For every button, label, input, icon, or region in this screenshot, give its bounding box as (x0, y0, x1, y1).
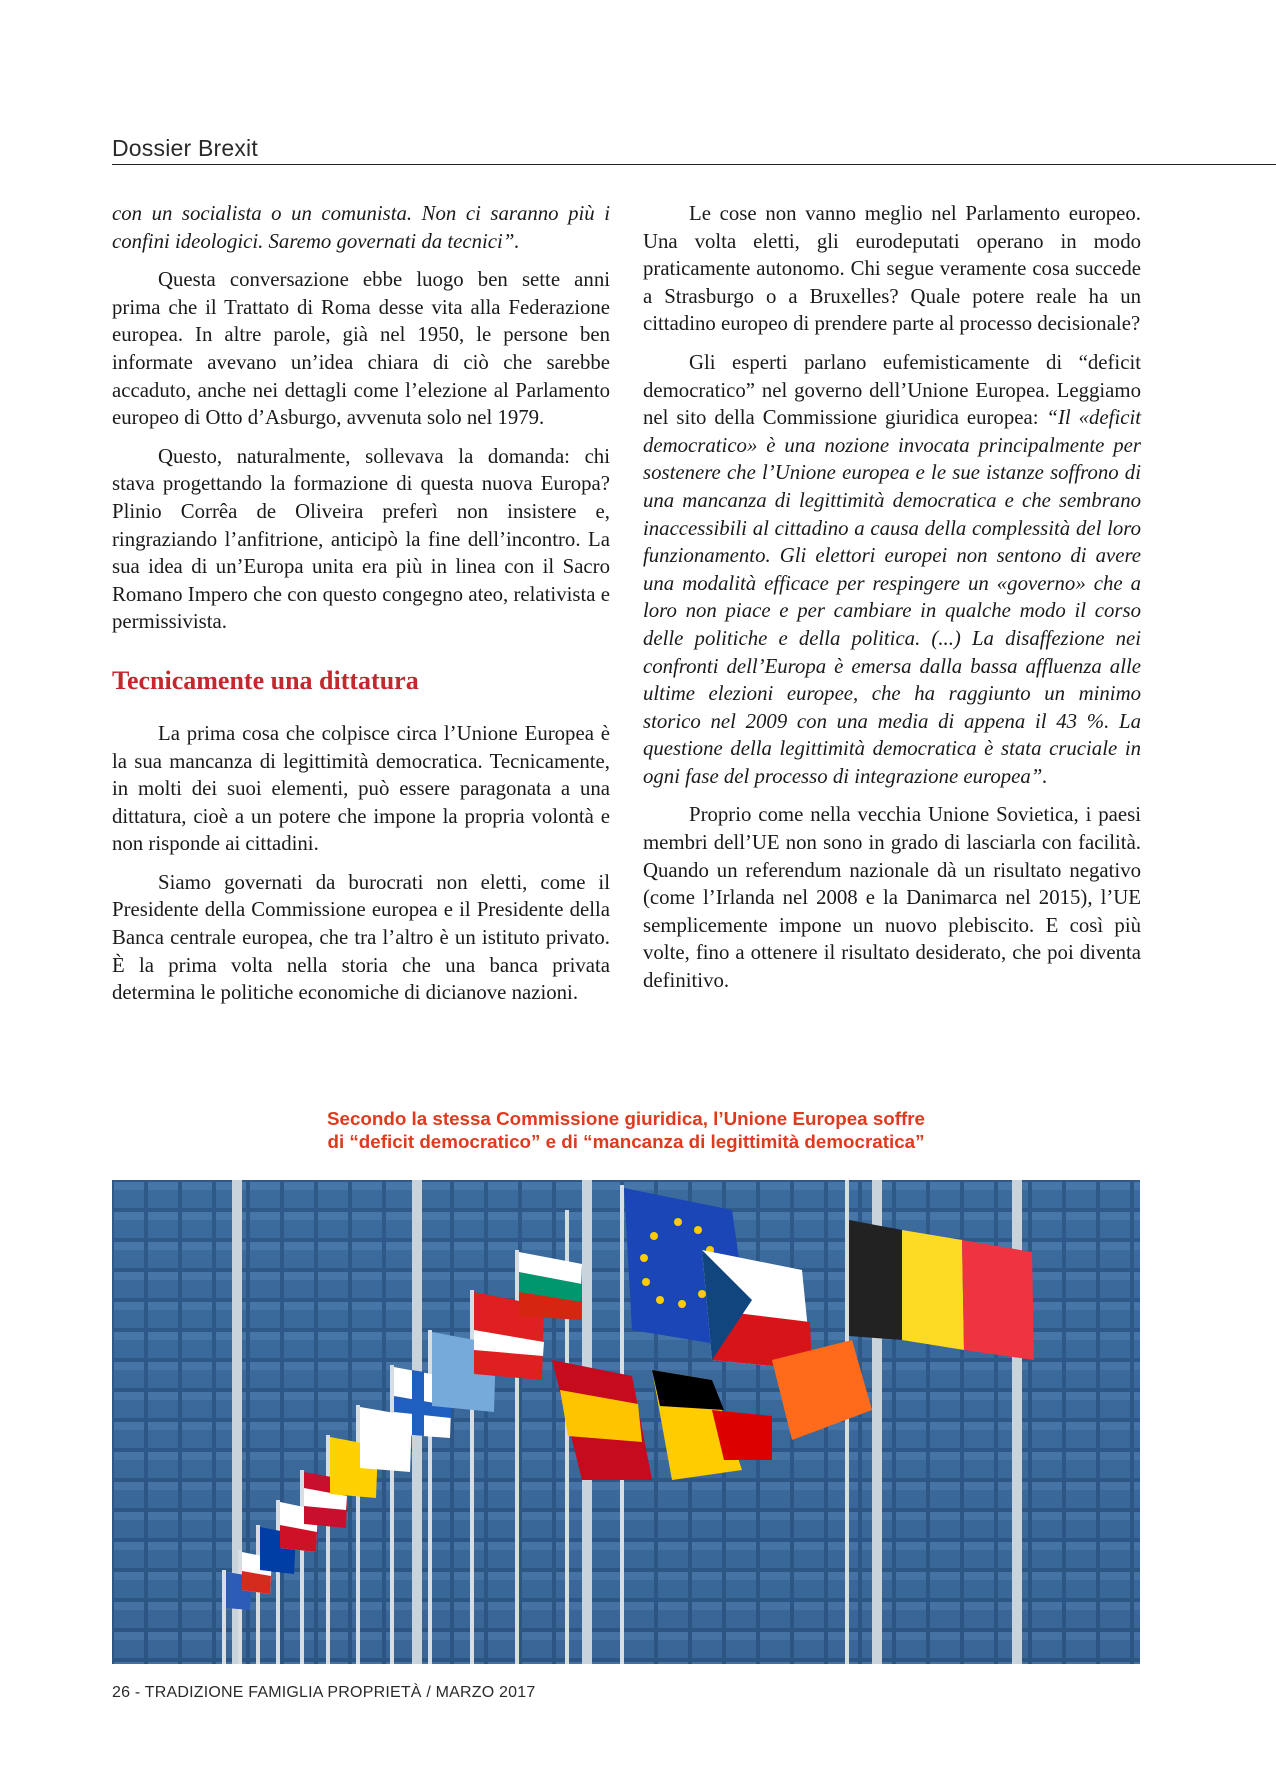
right-column (643, 200, 1141, 1006)
left-column (112, 200, 610, 1018)
paragraph: Siamo governati da burocrati non eletti, come il Presidente della Commissione europea e il Presidente della Banca centrale europea, che tra l’altro è un istituto privato. È la prima volta nella storia che una banca privata determina le politiche economiche di dicianove nazioni. (112, 870, 610, 1005)
paragraph: La prima cosa che colpisce circa l’Unione Europea è la sua mancanza di legittimità democratica. Tecnicamente, in molti dei suoi elementi, può essere paragonata a una dittatura, cioè a un potere che impone la propria volontà e non risponde ai cittadini. (112, 721, 610, 856)
caption-line: di “deficit democratico” e di “mancanza di legittimità democratica” (327, 1131, 925, 1152)
paragraph-text: Gli esperti parlano eufemisticamente di “deficit democratico” nel governo dell’Unione Europea. Leggiamo nel sito della Commissione giuridica europea: (643, 350, 1141, 430)
page-header (112, 136, 1276, 165)
paragraph: Questa conversazione ebbe luogo ben sette anni prima che il Trattato di Roma desse vita alla Federazione europea. In altre parole, già nel 1950, le persone ben informate avevano un’idea chiara di ciò che sarebbe accaduto, anche nei dettagli come l’elezione al Parlamento europeo di Otto d’Asburgo, avvenuta solo nel 1979. (112, 268, 610, 430)
paragraph: con un socialista o un comunista. Non ci saranno più i confini ideologici. Saremo governati da tecnici”. (112, 202, 610, 253)
paragraph: Questo, naturalmente, sollevava la domanda: chi stava progettando la formazione di questa nuova Europa? Plinio Corrêa de Oliveira preferì non insistere e, ringraziando l’anfitrione, anticipò la fine dell’incontro. La sua idea di un’Europa unita era più in linea con il Sacro Romano Impero che con questo congegno ateo, relativista e permissivista. (112, 444, 610, 634)
subheading: Tecnicamente una dittatura (112, 665, 419, 695)
flags-illustration (112, 1180, 1140, 1664)
paragraph (643, 349, 1141, 791)
caption-line: Secondo la stessa Commissione giuridica, l’Unione Europea soffre (326, 1108, 926, 1129)
photo-caption (112, 1107, 1140, 1153)
paragraph: Proprio come nella vecchia Unione Sovietica, i paesi membri dell’UE non sono in grado di lasciarla con facilità. Quando un referendum nazionale dà un risultato negativo (come l’Irlanda nel 2008 e la Danimarca nel 2015), l’UE semplicemente impone un nuovo plebiscito. E così più volte, fino a ottenere il risultato desiderato, che poi diventa definitivo. (643, 803, 1141, 993)
paragraph: Le cose non vanno meglio nel Parlamento europeo. Una volta eletti, gli eurodeputati operano in modo praticamente autonomo. Chi segue veramente cosa succede a Strasburgo o a Bruxelles? Quale potere reale ha un cittadino europeo di prendere parte al processo decisionale? (643, 202, 1141, 336)
quotation: “Il «deficit democratico» è una nozione invocata principalmente per sostenere che l’Unione europea e le sue istanze soffrono di una mancanza di legittimità democratica e che sembrano inaccessibili al cittadino a causa della complessità del loro funzionamento. Gli elettori europei non sentono di avere una modalità efficace per respingere un «governo» che a loro non piace e per cambiare in qualche modo il corso delle politiche e della politica. (...) La disaffezione nei confronti dell’Europa è emersa dalla bassa affluenza alle ultime elezioni europee, che ha raggiunto un minimo storico nel 2009 con una media di appena il 43 %. La questione della legittimità democratica è stata cruciale in ogni fase del processo di integrazione europea”. (643, 406, 1142, 788)
section-title: Dossier Brexit (112, 135, 258, 161)
page-footer: 26 - TRADIZIONE FAMIGLIA PROPRIETÀ / MARZO 2017 (112, 1684, 536, 1701)
eu-flags-photo (112, 1180, 1140, 1664)
